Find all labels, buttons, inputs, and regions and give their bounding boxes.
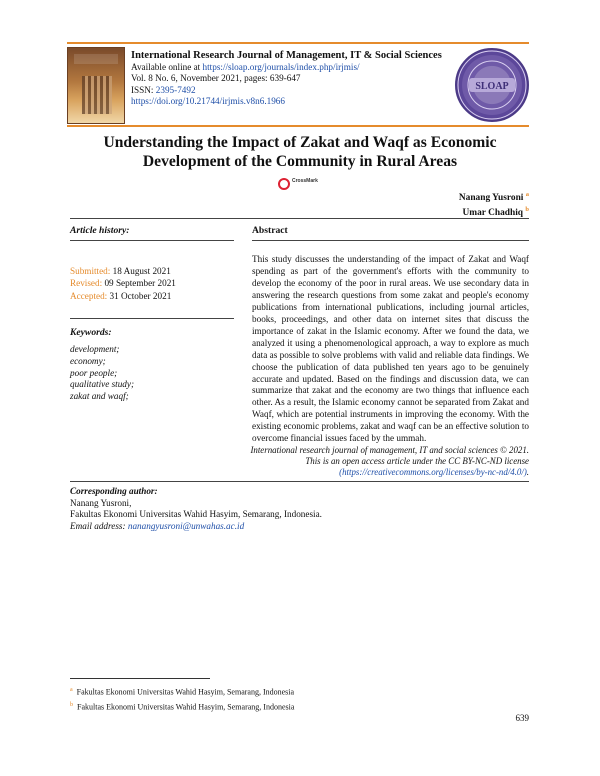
paper-title: [70, 133, 530, 171]
author-1: [459, 189, 529, 204]
license-notice: [232, 445, 529, 478]
email-label: Email address:: [70, 520, 128, 531]
corresponding-heading: Corresponding author:: [70, 486, 158, 496]
journal-header: [67, 42, 529, 127]
revised-row: [70, 277, 176, 289]
keyword-item: development;: [70, 344, 120, 354]
footnote-text: Fakultas Ekonomi Universitas Wahid Hasyim, Semarang, Indonesia: [76, 687, 295, 697]
issn-link[interactable]: 2395-7492: [155, 84, 196, 95]
footnotes: [70, 684, 294, 713]
cover-building-graphic: [82, 76, 112, 114]
corresponding-author: [70, 486, 322, 532]
divider-abstract: [252, 240, 529, 241]
footnote-text: Fakultas Ekonomi Universitas Wahid Hasyim, Semarang, Indonesia: [77, 702, 295, 712]
license-url-row: [232, 467, 529, 478]
volume-info: Vol. 8 No. 6, November 2021, pages: 639-647: [131, 73, 301, 84]
keywords-list: [70, 344, 134, 403]
keyword-item: zakat and waqf;: [70, 391, 129, 402]
issn: [131, 85, 442, 96]
divider-top: [70, 218, 529, 219]
seal-icon: [455, 48, 529, 122]
doi-link[interactable]: https://doi.org/10.21744/irjmis.v8n6.1966: [131, 96, 285, 107]
license-line-2: This is an open access article under the CC BY-NC-ND license: [305, 456, 529, 466]
keyword-item: poor people;: [70, 367, 118, 378]
svg-text:SLOAP: SLOAP: [475, 81, 509, 92]
revised-date: 09 September 2021: [102, 278, 176, 289]
accepted-row: [70, 290, 176, 302]
footnote-mark: a: [70, 687, 73, 693]
revised-label: Revised:: [70, 278, 103, 289]
footnote-mark: b: [70, 701, 73, 708]
license-line-1: International research journal of management, IT and social sciences © 2021.: [250, 445, 529, 455]
journal-info: [131, 49, 442, 108]
keyword-item: economy;: [70, 355, 106, 366]
author-affiliation-mark: b: [525, 206, 529, 214]
email-link[interactable]: nanangyusroni@unwahas.ac.id: [127, 520, 245, 531]
footnote-divider: [70, 678, 210, 679]
divider-corresponding: [70, 481, 529, 482]
submitted-row: [70, 265, 176, 277]
issn-label: ISSN:: [131, 84, 156, 95]
page-number: 639: [515, 713, 529, 723]
email-row: [70, 521, 322, 533]
author-name: Nanang Yusroni: [458, 193, 524, 204]
corresponding-name: Nanang Yusroni,: [70, 497, 132, 508]
journal-name: International Research Journal of Management, IT & Social Sciences: [131, 50, 442, 61]
article-history-heading: Article history:: [70, 225, 130, 236]
authors: [459, 189, 529, 219]
author-affiliation-mark: a: [525, 191, 529, 198]
license-url-link[interactable]: (https://creativecommons.org/licenses/by-nc-nd/4.0/): [339, 467, 527, 477]
license-end: .: [526, 467, 529, 477]
footnote-item: [70, 684, 294, 699]
title-line-2: Development of the Community in Rural Areas: [142, 153, 458, 170]
article-history: [70, 265, 176, 302]
corresponding-affiliation: Fakultas Ekonomi Universitas Wahid Hasyim, Semarang, Indonesia.: [70, 509, 322, 519]
accepted-label: Accepted:: [70, 290, 108, 301]
author-name: Umar Chadhiq: [462, 208, 524, 219]
author-2: [459, 204, 529, 219]
divider-keywords: [70, 318, 234, 319]
crossmark-label: CrossMark: [292, 178, 318, 184]
submitted-date: 18 August 2021: [110, 266, 171, 276]
publisher-seal-logo: [455, 48, 529, 122]
abstract-body: This study discusses the understanding of the impact of Zakat and Waqf spending as part of the government's efforts with the community to develop the economy of the poor in rural areas. We use secondary data in answering the research questions from some zakat and people's economy publications from international publications, including journal articles, books, proceedings, and other data on internet sites that discuss the importance of zakat in the Islamic economy. After we found the data, we analyzed it using a phenomenological approach, a way to explore as much data as possible to solve problems with valid and reliable data findings. We choose the publication of data published ten years ago to be genuinely accurate and updated. Based on the findings and discussion data, we can summarize that zakat and the economy are two things that influence each other. As a result, the Islamic economy cannot be separated from Zakat and Waqf, which are potential instruments in improving the economy. With the existing economic problems, zakat and waqf can be an effective solution to overcome financial issues faced by the ummah.: [252, 254, 529, 444]
crossmark-icon: [278, 178, 290, 190]
keywords-heading: Keywords:: [70, 327, 112, 338]
keyword-item: qualitative study;: [70, 379, 135, 390]
journal-cover-image: [67, 47, 125, 124]
title-line-1: Understanding the Impact of Zakat and Waqf as Economic: [103, 134, 497, 151]
journal-url-link[interactable]: https://sloap.org/journals/index.php/irjmis/: [202, 62, 360, 72]
cover-title-strip: [74, 54, 118, 64]
footnote-item: [70, 699, 294, 714]
available-prefix: Available online at: [131, 62, 203, 72]
accepted-date: 31 October 2021: [107, 290, 172, 301]
submitted-label: Submitted:: [70, 266, 111, 276]
abstract-heading: Abstract: [252, 225, 288, 236]
available-online: [131, 62, 442, 73]
divider-history: [70, 240, 234, 241]
crossmark-badge[interactable]: [278, 177, 322, 191]
